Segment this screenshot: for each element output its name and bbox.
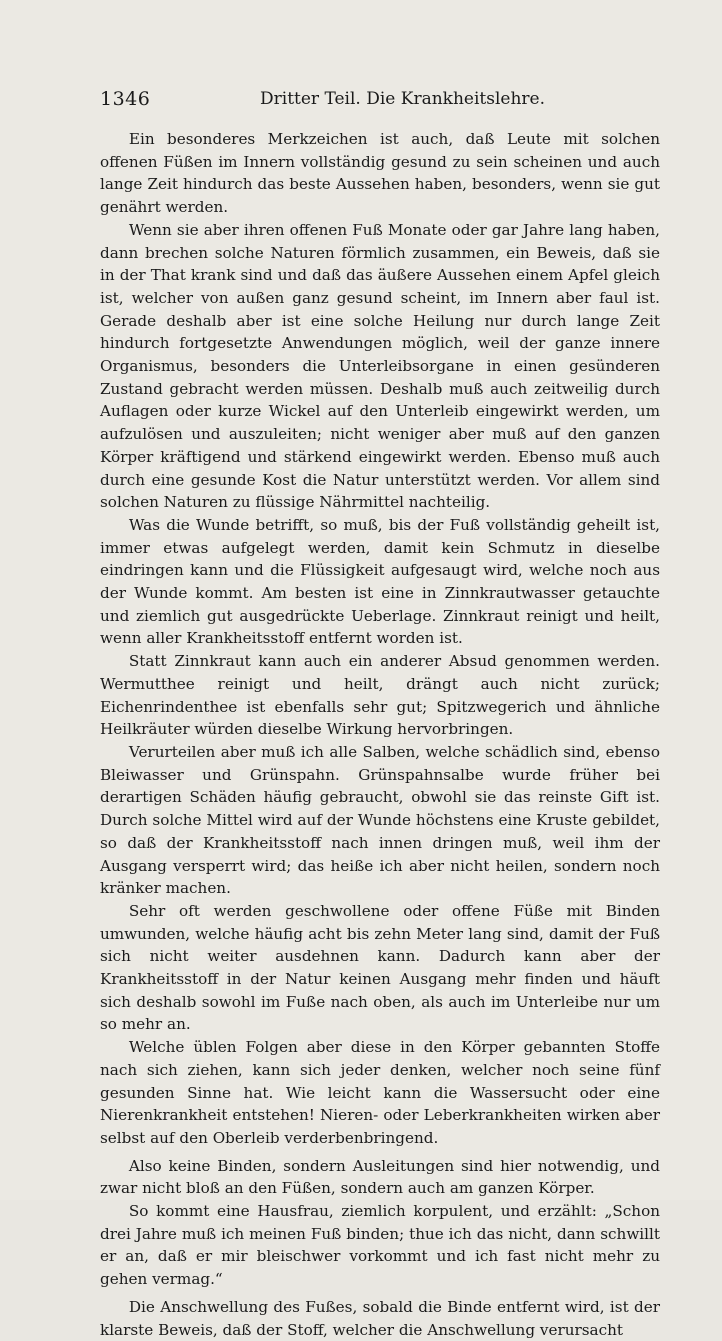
paragraph: Sehr oft werden geschwollene oder offene Füße mit Binden umwunden, welche häufig acht bis zehn Meter lang sind, damit der Fuß sich nicht weiter ausdehnen kann. Dadurch kann aber der Krankheitsstoff in der Natur keinen Ausgang mehr finden und häuft sich deshalb sowohl im Fuße nach oben, als auch im Unterleibe nur um so mehr an.: [100, 901, 660, 1034]
running-head: Dritter Teil. Die Krankheitslehre.: [260, 89, 545, 109]
page-number: 1346: [100, 88, 151, 110]
paragraph: Statt Zinnkraut kann auch ein anderer Absud genommen werden. Wermutthee reinigt und heilt, drängt auch nicht zurück; Eichenrindenthee ist ebenfalls sehr gut; Spitzwegerich und ähnliche Heilkräuter würden dieselbe Wirkung hervorbringen.: [100, 652, 660, 739]
paragraph: Ein besonderes Merkzeichen ist auch, daß Leute mit solchen offenen Füßen im Innern vollständig gesund zu sein scheinen und auch lange Zeit hindurch das beste Aussehen haben, besonders, wenn sie gut genährt werden.: [100, 130, 660, 217]
paragraph: Die Anschwellung des Fußes, sobald die Binde entfernt wird, ist der klarste Beweis, daß der Stoff, welcher die Anschwellung verursacht: [100, 1297, 660, 1339]
paragraph: Welche üblen Folgen aber diese in den Körper gebannten Stoffe nach sich ziehen, kann sich jeder denken, welcher noch seine fünf gesunden Sinne hat. Wie leicht kann die Wassersucht oder eine Nierenkrankheit entstehen! Nieren- oder Leberkrankheiten wirken aber selbst auf den Oberleib verderbenbringend.: [100, 1038, 660, 1147]
paragraph: Was die Wunde betrifft, so muß, bis der Fuß vollständig geheilt ist, immer etwas aufgelegt werden, damit kein Schmutz in dieselbe eindringen kann und die Flüssigkeit aufgesaugt wird, welche noch aus der Wunde kommt. Am besten ist eine in Zinnkrautwasser getauchte und ziemlich gut ausgedrückte Ueberlage. Zinnkraut reinigt und heilt, wenn aller Krankheitsstoff entfernt worden ist.: [100, 515, 660, 648]
paragraph: Wenn sie aber ihren offenen Fuß Monate oder gar Jahre lang haben, dann brechen solche Naturen förmlich zusammen, ein Beweis, daß sie in der That krank sind und daß das äußere Aussehen einem Apfel gleich ist, welcher von außen ganz gesund scheint, im Innern aber faul ist. Gerade deshalb aber ist eine solche Heilung nur durch lange Zeit hindurch fortgesetzte Anwendungen möglich, weil der ganze innere Organismus, besonders die Unterleibsorgane in einen gesünderen Zustand gebracht werden müssen. Deshalb muß auch zeitweilig durch Auflagen oder kurze Wickel auf den Unterleib eingewirkt werden, um aufzulösen und auszuleiten; nicht weniger aber muß auf den ganzen Körper kräftigend und stärkend eingewirkt werden. Ebenso muß auch durch eine gesunde Kost die Natur unterstützt werden. Vor allem sind solchen Naturen zu flüssige Nährmittel nachteilig.: [100, 220, 660, 512]
paragraph: Also keine Binden, sondern Ausleitungen sind hier notwendig, und zwar nicht bloß an den Füßen, sondern auch am ganzen Körper.: [100, 1156, 660, 1198]
paragraph: So kommt eine Hausfrau, ziemlich korpulent, und erzählt: „Schon drei Jahre muß ich meinen Fuß binden; thue ich das nicht, dann schwillt er an, daß er mir bleischwer vorkommt und ich fast nicht mehr zu gehen vermag.“: [100, 1202, 660, 1289]
paragraph: Verurteilen aber muß ich alle Salben, welche schädlich sind, ebenso Bleiwasser und Grünspahn. Grünspahnsalbe wurde früher bei derartigen Schäden häufig gebraucht, obwohl sie das reinste Gift ist. Durch solche Mittel wird auf der Wunde höchstens eine Kruste gebildet, so daß der Krankheitsstoff nach innen dringen muß, weil ihm der Ausgang versperrt wird; das heiße ich aber nicht heilen, sondern noch kränker machen.: [100, 742, 660, 898]
page-header: [100, 88, 660, 112]
page-body: [100, 128, 660, 1341]
